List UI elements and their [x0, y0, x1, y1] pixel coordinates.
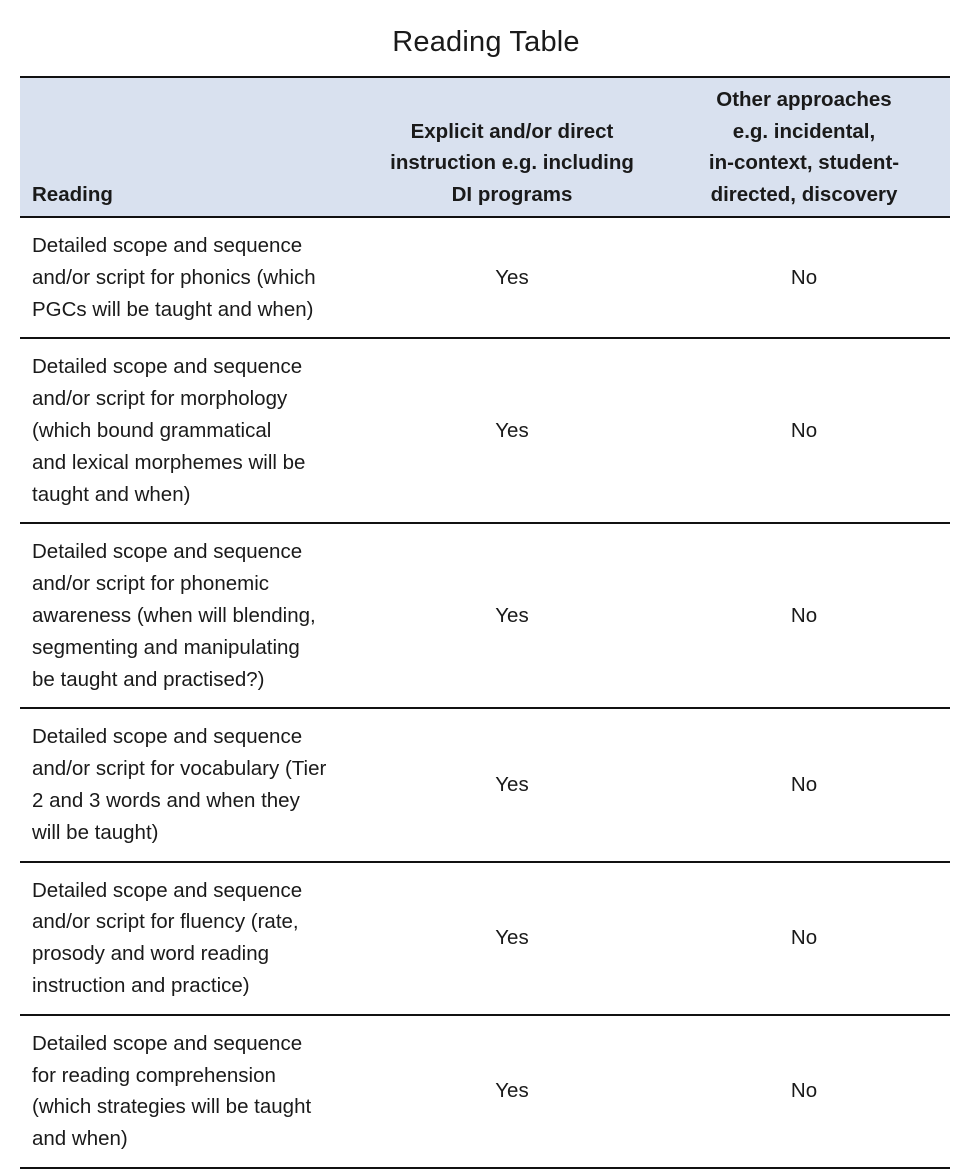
row-description-line: for reading comprehension — [32, 1063, 276, 1087]
header-explicit-line: Explicit and/or direct — [410, 119, 614, 143]
row-explicit-value: Yes — [366, 1015, 658, 1168]
row-explicit-value: Yes — [366, 523, 658, 708]
row-description-cell — [20, 523, 366, 708]
row-description-line: (which strategies will be taught — [32, 1095, 312, 1119]
table-body — [20, 217, 950, 1168]
row-other-value: No — [658, 708, 950, 861]
row-description-cell — [20, 708, 366, 861]
table-row — [20, 1015, 950, 1168]
table-row — [20, 862, 950, 1015]
row-other-value: No — [658, 1015, 950, 1168]
row-other-value: No — [658, 862, 950, 1015]
row-explicit-value: Yes — [366, 862, 658, 1015]
row-description-line: Detailed scope and sequence — [32, 1031, 303, 1055]
row-description-cell — [20, 862, 366, 1015]
row-description-line: Detailed scope and sequence — [32, 878, 303, 902]
header-explicit-instruction — [366, 77, 658, 217]
row-description-line: and/or script for vocabulary (Tier — [32, 757, 327, 781]
row-description-line: instruction and practice) — [32, 973, 250, 997]
row-description-cell — [20, 217, 366, 338]
table-header-row — [20, 77, 950, 217]
row-description-line: 2 and 3 words and when they — [32, 788, 300, 812]
table-row — [20, 338, 950, 523]
reading-table — [20, 76, 950, 1169]
header-other-line: in-context, student- — [708, 151, 900, 174]
row-description-line: and/or script for fluency (rate, — [32, 910, 299, 934]
row-other-value: No — [658, 217, 950, 338]
header-other-line: Other approaches — [716, 88, 892, 111]
row-explicit-value: Yes — [366, 217, 658, 338]
row-description-line: and/or script for morphology — [32, 387, 288, 411]
row-description-line: Detailed scope and sequence — [32, 355, 303, 379]
row-description-line: (which bound grammatical — [32, 418, 272, 442]
row-description-line: taught and when) — [32, 482, 191, 506]
table-row — [20, 523, 950, 708]
row-description-line: Detailed scope and sequence — [32, 725, 303, 749]
header-explicit-line: instruction e.g. including — [390, 151, 634, 174]
row-description-line: prosody and word reading — [32, 942, 270, 966]
header-reading — [20, 77, 366, 217]
row-description-line: Detailed scope and sequence — [32, 234, 303, 257]
row-description-line: and lexical morphemes will be — [32, 450, 306, 474]
header-other-line: e.g. incidental, — [732, 119, 876, 143]
row-other-value: No — [658, 338, 950, 523]
row-description-cell — [20, 338, 366, 523]
row-description-line: and/or script for phonics (which — [32, 265, 316, 289]
table-row — [20, 708, 950, 861]
header-reading-label: Reading — [32, 182, 113, 206]
row-explicit-value: Yes — [366, 338, 658, 523]
row-description-line: segmenting and manipulating — [32, 635, 300, 659]
table-row — [20, 217, 950, 338]
row-description-line: and/or script for phonemic — [32, 572, 270, 596]
header-other-approaches — [658, 77, 950, 217]
row-description-line: and when) — [32, 1127, 128, 1151]
row-description-cell — [20, 1015, 366, 1168]
header-other-line: directed, discovery — [710, 182, 898, 206]
row-other-value: No — [658, 523, 950, 708]
row-description-line: will be taught) — [32, 820, 159, 844]
row-description-line: awareness (when will blending, — [32, 603, 316, 627]
row-description-line: Detailed scope and sequence — [32, 540, 303, 564]
row-explicit-value: Yes — [366, 708, 658, 861]
page-title: Reading Table — [392, 26, 580, 58]
header-explicit-line: DI programs — [451, 182, 573, 206]
row-description-line: PGCs will be taught and when) — [32, 297, 314, 321]
row-description-line: be taught and practised?) — [32, 667, 265, 691]
